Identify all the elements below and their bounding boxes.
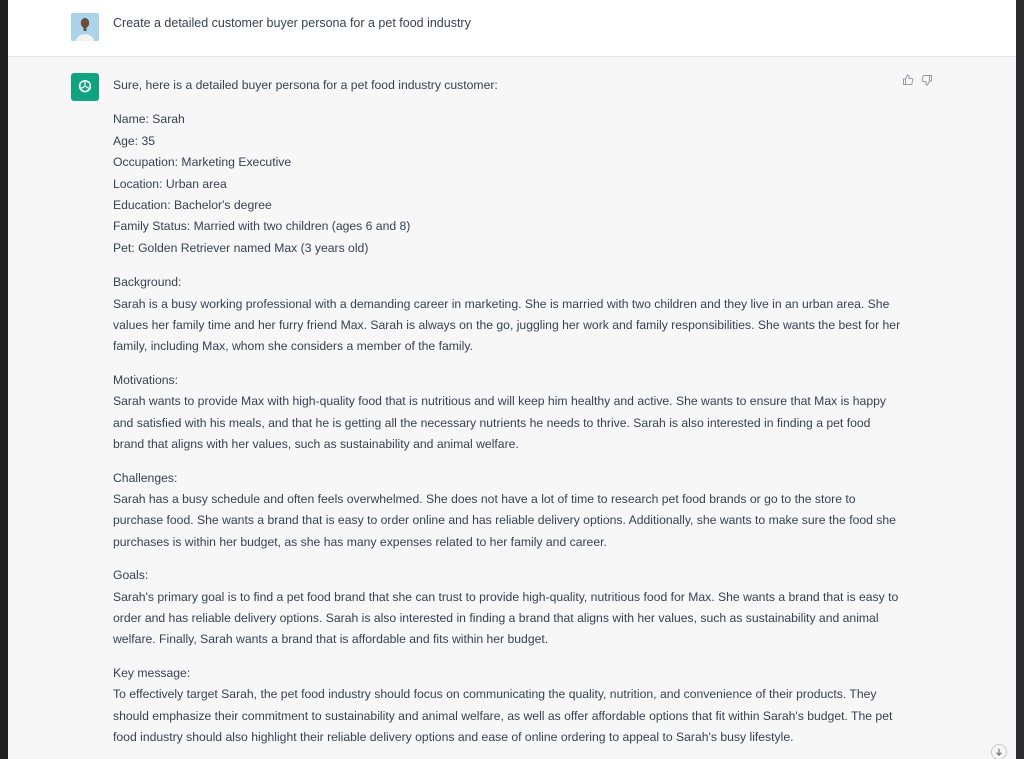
thumbs-down-icon (921, 74, 933, 86)
user-avatar (71, 13, 99, 41)
section-key-message (113, 663, 903, 749)
section-goals (113, 565, 903, 651)
persona-fact-age: Age: 35 (113, 133, 156, 148)
section-body: Sarah's primary goal is to find a pet food brand that she can trust to provide high-quality, nutritious food for Max. She wants a brand that is easy to order and has reliable delivery options. Sarah is also interested in finding a brand that aligns with her values, such as sustainability and animal welfare. Finally, Sarah wants a brand that is affordable and fits within her budget. (113, 589, 899, 647)
persona-facts-list (113, 109, 903, 259)
section-challenges (113, 468, 903, 554)
section-body: Sarah has a busy schedule and often feels overwhelmed. She does not have a lot of time to research pet food brands or go to the store to purchase food. She wants a brand that is easy to order online and has reliable delivery options. Additionally, she wants to make sure the food she purchases is within her budget, as she has many expenses related to her family and career. (113, 491, 896, 549)
section-motivations (113, 370, 903, 456)
section-heading: Background: (113, 275, 182, 290)
feedback-buttons (901, 73, 933, 86)
section-heading: Challenges: (113, 470, 178, 485)
section-heading: Goals: (113, 568, 149, 583)
thumbs-up-icon (902, 74, 914, 86)
assistant-message-content (113, 75, 903, 759)
persona-fact-education: Education: Bachelor's degree (113, 198, 272, 213)
scroll-to-bottom-button[interactable] (991, 744, 1007, 759)
chat-window (8, 0, 1016, 759)
persona-fact-name: Name: Sarah (113, 112, 185, 127)
section-background (113, 272, 903, 358)
persona-fact-family-status: Family Status: Married with two children (ages 6 and 8) (113, 219, 411, 234)
persona-fact-location: Location: Urban area (113, 176, 227, 191)
arrow-down-icon (995, 748, 1003, 756)
user-avatar-image (71, 13, 99, 41)
assistant-message-row (8, 57, 1016, 759)
user-message-text: Create a detailed customer buyer persona for a pet food industry (113, 16, 471, 30)
section-body: Sarah wants to provide Max with high-quality food that is nutritious and will keep him healthy and active. She wants to ensure that Max is happy and satisfied with his meals, and that he is getting all the necessary nutrients he needs to thrive. Sarah is also interested in finding a pet food brand that aligns with her values, such as sustainability and animal welfare. (113, 394, 886, 452)
openai-logo-icon (71, 73, 99, 101)
section-body: Sarah is a busy working professional with a demanding career in marketing. She is married with two children and they live in an urban area. She values her family time and her furry friend Max. Sarah is always on the go, juggling her work and family responsibilities. She wants the best for her family, including Max, whom she considers a member of the family. (113, 296, 901, 354)
thumbs-down-button[interactable] (920, 73, 933, 86)
user-message-row (8, 0, 1016, 57)
persona-fact-pet: Pet: Golden Retriever named Max (3 years old) (113, 240, 369, 255)
thumbs-up-button[interactable] (901, 73, 914, 86)
assistant-intro: Sure, here is a detailed buyer persona for a pet food industry customer: (113, 78, 498, 92)
persona-fact-occupation: Occupation: Marketing Executive (113, 155, 292, 170)
window-edge (1016, 0, 1024, 759)
section-heading: Motivations: (113, 372, 179, 387)
section-body: To effectively target Sarah, the pet food industry should focus on communicating the quality, nutrition, and convenience of their products. They should emphasize their commitment to sustainability and animal welfare, as well as offer affordable options that fit within Sarah's budget. The pet food industry should also highlight their reliable delivery options and ease of online ordering to appeal to Sarah's busy lifestyle. (113, 687, 893, 744)
section-heading: Key message: (113, 665, 191, 680)
